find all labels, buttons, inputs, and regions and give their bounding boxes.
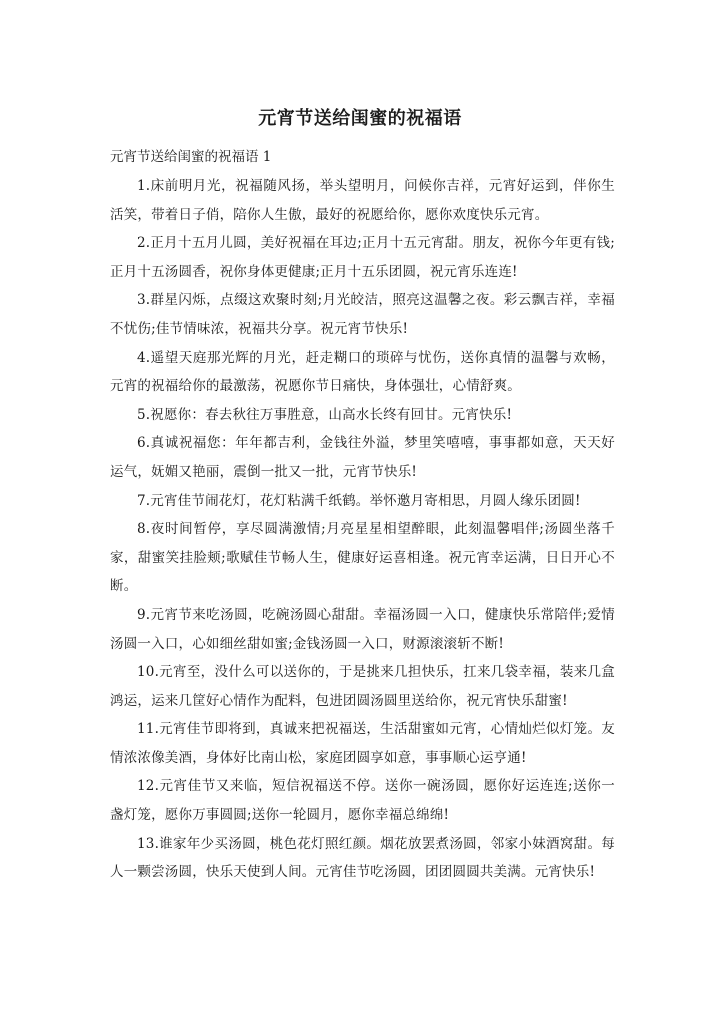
blessing-paragraph: 13.谁家年少买汤圆，桃色花灯照红颜。烟花放罢煮汤圆，邻家小妹酒窝甜。每人一颗尝汤圆，快乐天使到人间。元宵佳节吃汤圆，团团圆圆共美满。元宵快乐!: [110, 835, 615, 881]
document-body: [110, 172, 615, 887]
blessing-paragraph: 8.夜时间暂停，享尽圆满激情;月亮星星相望醉眼，此刻温馨唱伴;汤圆坐落千家，甜蜜笑挂脸颊;歌赋佳节畅人生，健康好运喜相逢。祝元宵幸运满，日日开心不断。: [110, 521, 615, 595]
blessing-paragraph: 5.祝愿你：春去秋往万事胜意，山高水长终有回甘。元宵快乐!: [137, 406, 513, 423]
blessing-paragraph: 12.元宵佳节又来临，短信祝福送不停。送你一碗汤圆，愿你好运连连;送你一盏灯笼，愿你万事圆圆;送你一轮圆月，愿你幸福总绵绵!: [110, 778, 615, 824]
document-title: 元宵节送给闺蜜的祝福语: [258, 108, 462, 129]
blessing-paragraph: 4.遥望天庭那光辉的月光，赶走糊口的琐碎与忧伤，送你真情的温馨与欢畅，元宵的祝福给你的最激荡，祝愿你节日痛快，身体强壮，心情舒爽。: [110, 349, 615, 395]
blessing-paragraph: 1.床前明月光，祝福随风扬，举头望明月，问候你吉祥，元宵好运到，伴你生活笑，带着日子俏，陪你人生傲，最好的祝愿给你，愿你欢度快乐元宵。: [110, 178, 615, 223]
blessing-paragraph: 10.元宵至，没什么可以送你的，于是挑来几担快乐，扛来几袋幸福，装来几盒鸿运，运来几筐好心情作为配料，包进团圆汤圆里送给你，祝元宵快乐甜蜜!: [110, 664, 615, 709]
blessing-paragraph: 9.元宵节来吃汤圆，吃碗汤圆心甜甜。幸福汤圆一入口，健康快乐常陪伴;爱情汤圆一入口，心如细丝甜如蜜;金钱汤圆一入口，财源滚滚斩不断!: [110, 606, 615, 652]
blessing-paragraph: 6.真诚祝福您：年年都吉利，金钱往外溢，梦里笑嘻嘻，事事都如意，天天好运气，妩媚又艳丽，震倒一批又一批，元宵节快乐!: [110, 435, 615, 480]
blessing-paragraph: 3.群星闪烁，点缀这欢聚时刻;月光皎洁，照亮这温馨之夜。彩云飘吉祥，幸福不忧伤;佳节情味浓，祝福共分享。祝元宵节快乐!: [110, 292, 615, 337]
blessing-paragraph: 7.元宵佳节闹花灯，花灯粘满千纸鹤。举怀邀月寄相思，月圆人缘乐团圆!: [137, 492, 581, 509]
document-subtitle: 元宵节送给闺蜜的祝福语 1: [110, 149, 272, 165]
blessing-paragraph: 11.元宵佳节即将到，真诚来把祝福送，生活甜蜜如元宵，心情灿烂似灯笼。友情浓浓像美酒，身体好比南山松，家庭团圆享如意，事事顺心运亨通!: [110, 721, 615, 766]
blessing-paragraph: 2.正月十五月儿圆，美好祝福在耳边;正月十五元宵甜。朋友，祝你今年更有钱;正月十五汤圆香，祝你身体更健康;正月十五乐团圆，祝元宵乐连连!: [110, 235, 615, 280]
